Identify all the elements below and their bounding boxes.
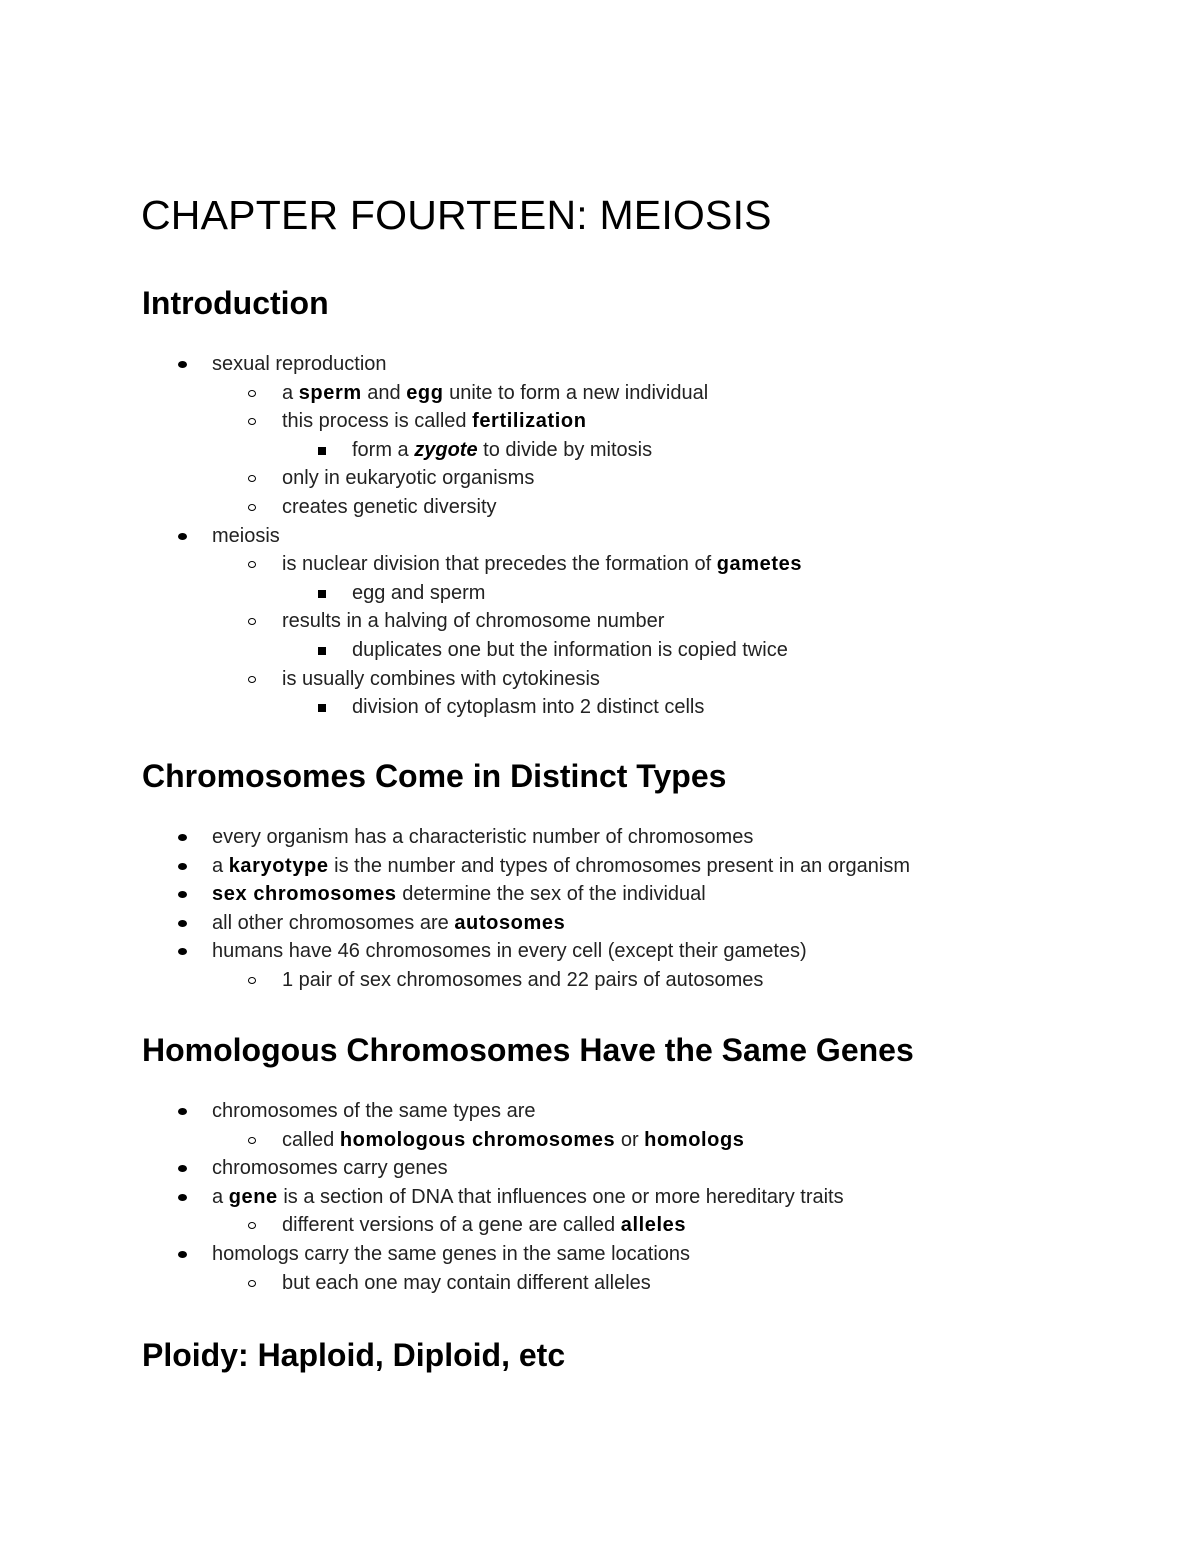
emphasized-term: gene — [228, 1185, 278, 1208]
list-item-text: different versions of a gene are called — [282, 1214, 621, 1237]
list-item — [282, 407, 587, 435]
list-item-text: a — [282, 381, 299, 404]
list-item-text: form a — [352, 438, 415, 461]
list-item-text: chromosomes of the same types are — [212, 1100, 536, 1122]
bullet-circle-icon — [248, 418, 256, 425]
emphasized-term: karyotype — [228, 854, 329, 877]
bullet-circle-icon — [248, 1222, 256, 1229]
list-item — [212, 937, 807, 965]
list-item-text: called — [282, 1128, 340, 1151]
list-item — [282, 665, 600, 693]
list-item-text: homologs carry the same genes in the same locations — [212, 1243, 691, 1265]
list-item — [282, 1269, 651, 1297]
bullet-circle-icon — [248, 504, 256, 511]
list-item — [352, 693, 704, 721]
bullet-disc-icon — [178, 891, 187, 898]
list-item — [212, 1154, 448, 1182]
bullet-disc-icon — [178, 863, 187, 870]
emphasized-term: zygote — [414, 438, 478, 461]
list-item-text: a — [212, 854, 229, 877]
list-item-text: is the number and types of chromosomes present in an organism — [328, 854, 910, 877]
bullet-circle-icon — [248, 475, 256, 482]
section-heading: Introduction — [142, 285, 329, 321]
list-item-text: all other chromosomes are — [212, 911, 455, 934]
emphasized-term: autosomes — [454, 911, 566, 934]
list-item — [352, 436, 652, 464]
bullet-disc-icon — [178, 1165, 187, 1172]
list-item-text: 1 pair of sex chromosomes and 22 pairs of autosomes — [282, 969, 764, 991]
list-item — [282, 966, 763, 994]
bullet-circle-icon — [248, 1280, 256, 1287]
list-item-text: or — [615, 1128, 645, 1151]
list-item — [282, 493, 497, 521]
list-item-text: determine the sex of the individual — [396, 883, 706, 906]
list-item — [282, 464, 534, 492]
section-heading: Ploidy: Haploid, Diploid, etc — [142, 1337, 566, 1373]
list-item — [212, 1097, 535, 1125]
bullet-square-icon — [318, 447, 326, 455]
list-item — [212, 823, 753, 851]
list-item-text: is a section of DNA that influences one or more hereditary traits — [277, 1185, 844, 1208]
emphasized-term: homologous chromosomes — [339, 1128, 616, 1151]
document-title: CHAPTER FOURTEEN: MEIOSIS — [141, 192, 772, 238]
list-item — [282, 1211, 686, 1239]
list-item — [212, 522, 280, 550]
emphasized-term: alleles — [620, 1214, 687, 1237]
list-item-text: unite to form a new individual — [443, 381, 709, 404]
list-item-text: only in eukaryotic organisms — [282, 467, 535, 490]
list-item-text: is nuclear division that precedes the formation of — [282, 553, 717, 576]
list-item-text: every organism has a characteristic number of chromosomes — [212, 826, 754, 848]
emphasized-term: sex chromosomes — [212, 883, 397, 906]
emphasized-term: egg — [406, 381, 444, 404]
list-item-text: is usually combines with cytokinesis — [282, 667, 600, 690]
bullet-disc-icon — [178, 948, 187, 955]
list-item-text: but each one may contain different alleles — [282, 1271, 651, 1294]
bullet-square-icon — [318, 647, 326, 655]
bullet-circle-icon — [248, 977, 256, 984]
emphasized-term: sperm — [298, 381, 362, 404]
emphasized-term: gametes — [716, 553, 803, 576]
bullet-disc-icon — [178, 1194, 187, 1201]
list-item — [212, 1183, 844, 1211]
list-item-text: egg and sperm — [352, 581, 486, 604]
section-heading: Chromosomes Come in Distinct Types — [142, 758, 727, 794]
bullet-disc-icon — [178, 1251, 187, 1258]
list-item — [212, 880, 706, 908]
bullet-circle-icon — [248, 390, 256, 397]
bullet-circle-icon — [248, 618, 256, 625]
bullet-disc-icon — [178, 834, 187, 841]
bullet-circle-icon — [248, 561, 256, 568]
list-item — [282, 607, 664, 635]
list-item-text: to divide by mitosis — [477, 438, 653, 461]
list-item-text: duplicates one but the information is copied twice — [352, 639, 788, 661]
bullet-circle-icon — [248, 1137, 256, 1144]
list-item-text: results in a halving of chromosome number — [282, 610, 665, 633]
list-item-text: sexual reproduction — [212, 353, 387, 375]
list-item-text: chromosomes carry genes — [212, 1157, 448, 1180]
section-heading: Homologous Chromosomes Have the Same Genes — [142, 1032, 914, 1068]
list-item — [282, 1126, 745, 1154]
list-item — [282, 379, 708, 407]
emphasized-term: fertilization — [472, 410, 587, 433]
bullet-disc-icon — [178, 1108, 187, 1115]
list-item — [212, 909, 565, 937]
list-item — [352, 579, 485, 607]
list-item-text: creates genetic diversity — [282, 496, 497, 518]
list-item-text: this process is called — [282, 410, 473, 433]
bullet-square-icon — [318, 704, 326, 712]
list-item — [212, 1240, 690, 1268]
list-item — [212, 852, 910, 880]
emphasized-term: homologs — [644, 1128, 745, 1151]
list-item-text: and — [361, 381, 407, 404]
list-item — [212, 350, 387, 378]
list-item — [282, 550, 802, 578]
bullet-disc-icon — [178, 533, 187, 540]
list-item-text: meiosis — [212, 524, 280, 547]
list-item-text: a — [212, 1185, 229, 1208]
bullet-disc-icon — [178, 920, 187, 927]
bullet-circle-icon — [248, 676, 256, 683]
list-item-text: humans have 46 chromosomes in every cell (except their gametes) — [212, 940, 807, 963]
list-item-text: division of cytoplasm into 2 distinct cells — [352, 696, 705, 719]
list-item — [352, 636, 788, 664]
bullet-disc-icon — [178, 361, 187, 368]
bullet-square-icon — [318, 590, 326, 598]
